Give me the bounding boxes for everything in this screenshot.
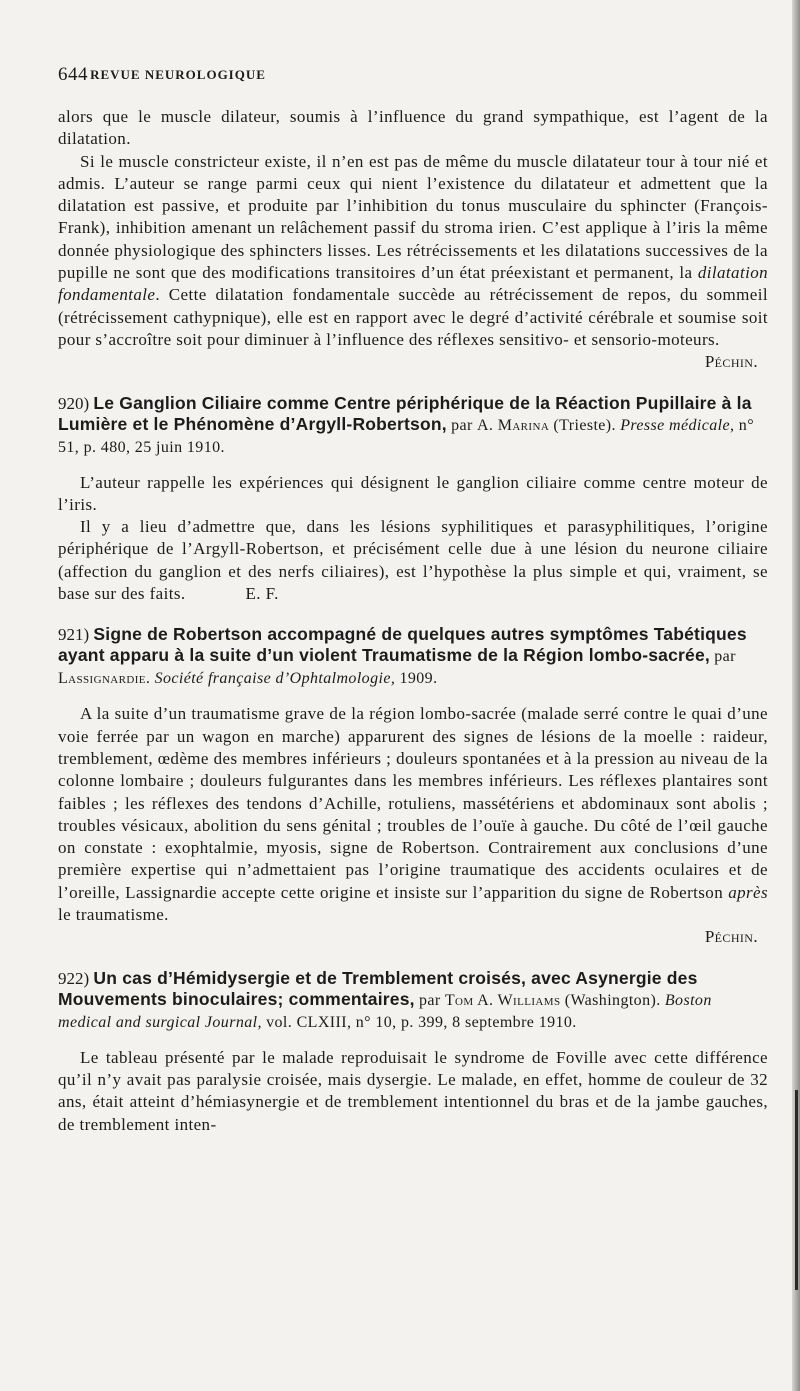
article-title: Signe de Robertson accompagné de quelques autres symptômes Tabétiques ayant apparu à la suite d’un violent Traumatisme de la Région lombo-sacrée, bbox=[58, 624, 747, 666]
article-journal: Société française d’Ophtalmologie, bbox=[154, 670, 396, 688]
article-journal: Boston medical and surgical Journal, bbox=[58, 991, 712, 1031]
article-heading: 921) Signe de Robertson accompagné de quelques autres symptômes Tabétiques ayant apparu à la suite d’un violent Traumatisme de la Région lombo-sacrée, par Lassignardie. Société française d’Ophtalmologie, 1909. bbox=[58, 624, 747, 688]
running-head bbox=[58, 64, 768, 92]
article-number: 921) bbox=[58, 625, 90, 645]
article-heading: 920) Le Ganglion Ciliaire comme Centre périphérique de la Réaction Pupillaire à la Lumière et le Phénomène d’Argyll-Robertson, par A. Marina (Trieste). Presse médicale, n° 51, p. 480, 25 juin 1910. bbox=[58, 392, 754, 456]
signature: Péchin. bbox=[704, 927, 758, 947]
journal-title: REVUE NEUROLOGIQUE bbox=[90, 67, 266, 82]
article-number: 922) bbox=[58, 968, 90, 988]
article-author: Lassignardie. bbox=[58, 670, 151, 688]
article-920 bbox=[58, 393, 768, 606]
paragraph: L’auteur rappelle les expériences qui désignent le ganglion ciliaire comme centre moteur de l’iris. bbox=[58, 472, 768, 514]
article-title: Le Ganglion Ciliaire comme Centre périphérique de la Réaction Pupillaire à la Lumière et le Phénomène d’Argyll-Robertson, bbox=[58, 392, 752, 434]
article-author: Tom A. Williams bbox=[444, 991, 561, 1009]
paragraph: A la suite d’un traumatisme grave de la région lombo-sacrée (malade serré contre le quai d’une voie ferrée par un wagon en marche) apparurent des signes de lésions de la moelle : raideur, tremblement, œdème des membres inférieurs ; douleurs spontanées et à la pression au niveau de la colonne lombaire ; douleurs fulgurantes dans les membres inférieurs. Les réflexes plantaires sont faibles ; les réflexes des tendons d’Achille, rotuliens, massétériens et abdominaux sont abolis ; troubles vésicaux, abolition du sens génital ; troubles de l’ouïe à gauche. Du côté de l’œil gauche on constate : exophtalmie, myosis, signe de Robertson. Contrairement aux conclusions d’une première expertise qui n’admettaient pas l’origine traumatique des accidents oculaires et de l’oreille, Lassignardie accepte cette origine et insiste sur l’apparition du signe de Robertson après le traumatisme. bbox=[58, 704, 768, 925]
article-title: Un cas d’Hémidysergie et de Tremblement croisés, avec Asynergie des Mouvements binoculaires; commentaires, bbox=[58, 967, 698, 1009]
article-number: 920) bbox=[58, 393, 90, 413]
article-922 bbox=[58, 968, 768, 1136]
page-edge bbox=[792, 0, 800, 1391]
article-journal: Presse médicale bbox=[620, 416, 730, 434]
signature: Péchin. bbox=[704, 352, 758, 372]
signature: E. F. bbox=[245, 584, 279, 604]
article-921 bbox=[58, 624, 768, 948]
article-author: A. Marina bbox=[476, 416, 550, 434]
paragraph: Le tableau présenté par le malade reproduisait le syndrome de Foville avec cette différence qu’il n’y avait pas paralysie croisée, mais dysergie. Le malade, en effet, homme de couleur de 32 ans, était atteint d’hémiasynergie et de tremblement intentionnel du bras et de la jambe gauches, de tremblement inten- bbox=[58, 1047, 768, 1134]
paragraph: Il y a lieu d’admettre que, dans les lésions syphilitiques et parasyphilitiques, l’origine périphérique de l’Argyll-Robertson, et précisément celle due à une lésion du neurone ciliaire (affection du ganglion et des nerfs ciliaires), est l’hypothèse la plus simple et qui, vraiment, se base sur des faits. E. F. bbox=[58, 517, 768, 604]
page-number: 644 bbox=[58, 64, 88, 85]
article-heading: 922) Un cas d’Hémidysergie et de Tremblement croisés, avec Asynergie des Mouvements binoculaires; commentaires, par Tom A. Williams (Washington). Boston medical and surgical Journal, vol. CLXIII, n° 10, p. 399, 8 septembre 1910. bbox=[58, 967, 712, 1031]
paragraph: alors que le muscle dilateur, soumis à l’influence du grand sympathique, est l’agent de la dilatation. bbox=[58, 107, 768, 149]
page bbox=[58, 64, 768, 1136]
paragraph: Si le muscle constricteur existe, il n’en est pas de même du muscle dilatateur tour à tour nié et admis. L’auteur se range parmi ceux qui nient l’existence du dilatateur et admettent que la dilatation est passive, et produite par l’inhibition du tonus musculaire du sphincter (François-Frank), inhibition amenant un relâchement passif du stroma irien. C’est applique à l’iris la même donnée physiologique des sphincters lisses. Les rétrécissements et les dilatations successives de la pupille ne sont que des modifications transitoires d’un état préexistant et permanent, la dilatation fondamentale. Cette dilatation fondamentale succède au rétrécissement de repos, du sommeil (rétrécissement cathypnique), elle est en rapport avec le degré d’activité cérébrale et soumise soit pour s’accroître soit pour diminuer à l’influence des réflexes sensitivo- et sensorio-moteurs. bbox=[58, 151, 768, 349]
